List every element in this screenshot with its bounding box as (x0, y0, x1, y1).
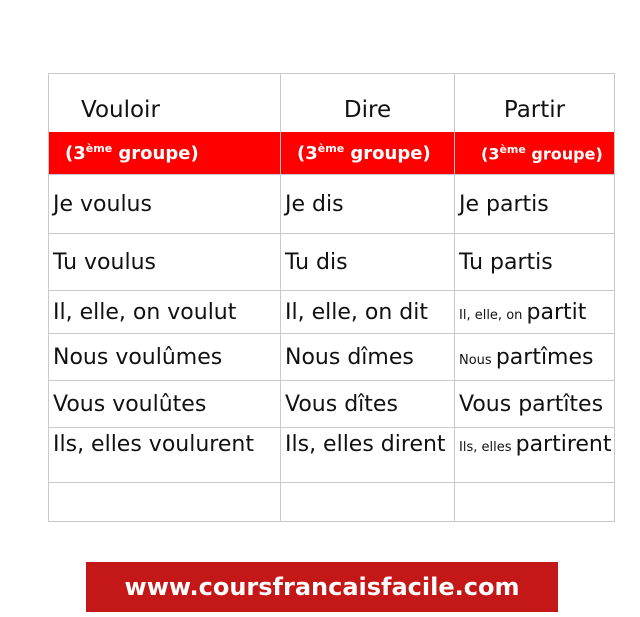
vouloir-cell: Nous voulûmes (49, 334, 281, 381)
website-banner (86, 562, 558, 612)
partir-cell: Nous partîmes (455, 334, 615, 381)
vouloir-cell: Je voulus (49, 175, 281, 234)
table-row (49, 334, 615, 381)
table-row (49, 175, 615, 234)
header-row (49, 74, 615, 133)
dire-cell: Il, elle, on dit (281, 291, 455, 334)
group-label-partir: (3ème groupe) (455, 132, 615, 175)
vouloir-cell: Il, elle, on voulut (49, 291, 281, 334)
conjugation-table (48, 73, 615, 522)
empty-cell (281, 483, 455, 522)
table-row (49, 428, 615, 483)
group-label-dire: (3ème groupe) (281, 132, 455, 175)
vouloir-cell: Tu voulus (49, 234, 281, 291)
dire-cell: Nous dîmes (281, 334, 455, 381)
header-partir: Partir (455, 74, 615, 133)
dire-cell: Ils, elles dirent (281, 428, 455, 483)
partir-cell: Tu partis (455, 234, 615, 291)
partir-cell: Il, elle, on partit (455, 291, 615, 334)
header-vouloir: Vouloir (49, 74, 281, 133)
header-dire: Dire (281, 74, 455, 133)
partir-cell: Je partis (455, 175, 615, 234)
dire-cell: Vous dîtes (281, 381, 455, 428)
group-label-vouloir: (3ème groupe) (49, 132, 281, 175)
dire-cell: Je dis (281, 175, 455, 234)
empty-cell (455, 483, 615, 522)
table-row (49, 234, 615, 291)
empty-row (49, 483, 615, 522)
vouloir-cell: Ils, elles voulurent (49, 428, 281, 483)
website-url: www.coursfrancaisfacile.com (124, 573, 520, 601)
partir-cell: Vous partîtes (455, 381, 615, 428)
dire-cell: Tu dis (281, 234, 455, 291)
table-row (49, 381, 615, 428)
group-row (49, 132, 615, 175)
empty-cell (49, 483, 281, 522)
table-row (49, 291, 615, 334)
partir-cell: Ils, elles partirent (455, 428, 615, 483)
vouloir-cell: Vous voulûtes (49, 381, 281, 428)
